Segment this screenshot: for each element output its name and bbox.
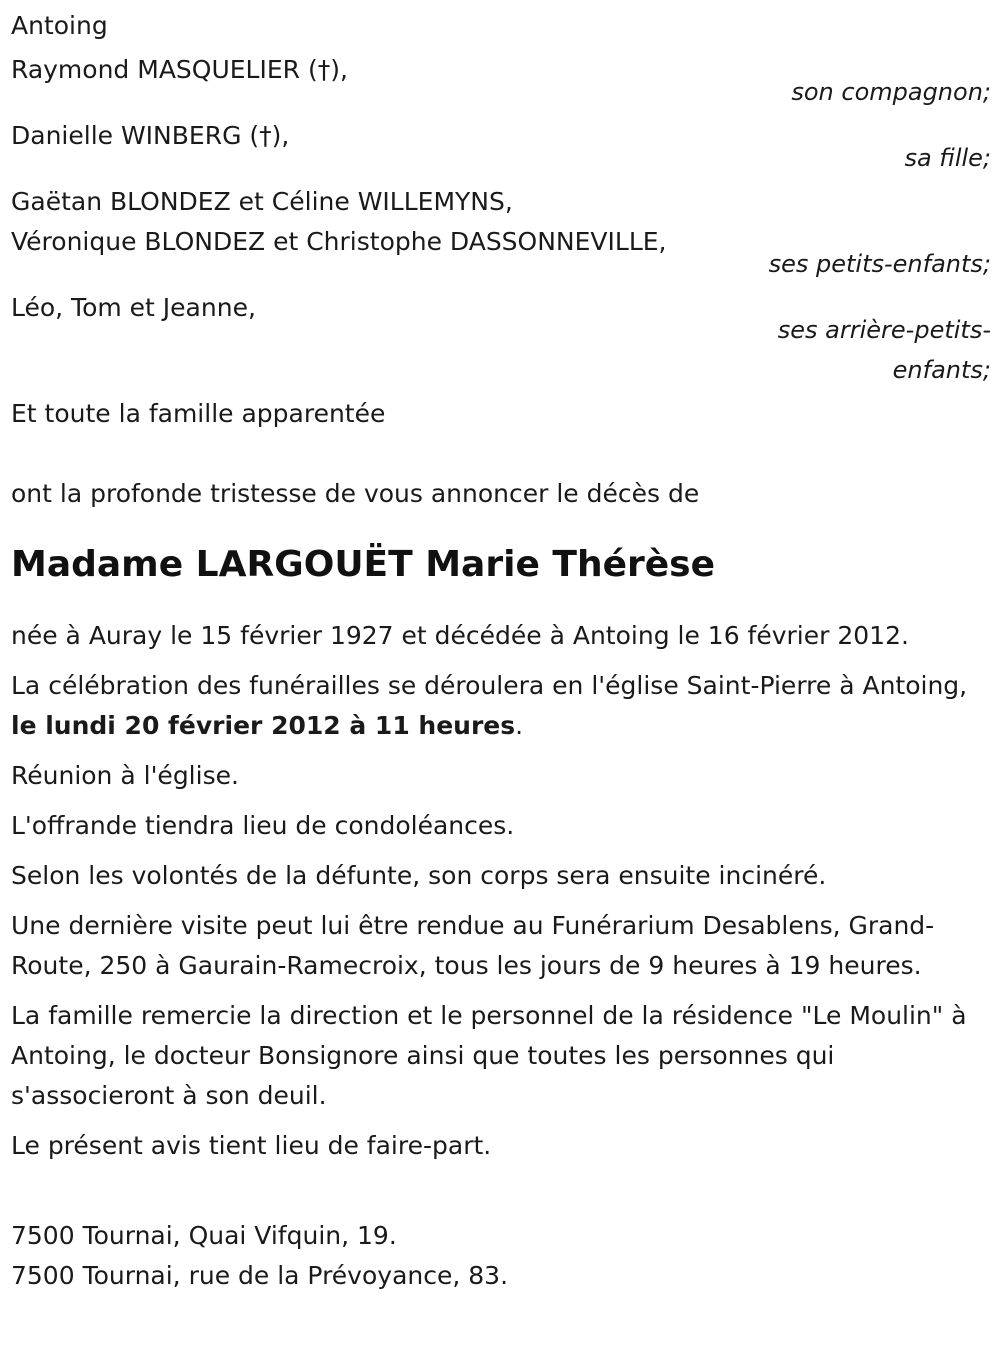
ceremony-text — [11, 666, 986, 746]
ceremony-prefix: La célébration des funérailles se déroulera en l'église Saint-Pierre à Antoing, — [11, 671, 968, 700]
family-member — [11, 50, 991, 112]
family-role: ses arrière-petits-enfants; — [777, 316, 991, 384]
offering-text: L'offrande tiendra lieu de condoléances. — [11, 811, 515, 840]
family-name: Véronique BLONDEZ et Christophe DASSONNEVILLE, — [11, 227, 667, 256]
address-line: 7500 Tournai, Quai Vifquin, 19. — [11, 1221, 397, 1250]
thanks-text: La famille remercie la direction et le personnel de la résidence "Le Moulin" à Antoing, le docteur Bonsignore ainsi que toutes les personnes qui s'associeront à son deuil. — [11, 1001, 967, 1110]
announcement-text: ont la profonde tristesse de vous annoncer le décès de — [11, 479, 700, 508]
family-member — [11, 116, 991, 178]
notice-text: Le présent avis tient lieu de faire-part. — [11, 1131, 492, 1160]
ceremony-date: le lundi 20 février 2012 à 11 heures — [11, 711, 516, 740]
family-name: Léo, Tom et Jeanne, — [11, 293, 256, 322]
family-role: ses petits-enfants; — [768, 250, 991, 278]
family-name: Danielle WINBERG (†), — [11, 121, 290, 150]
address-line: 7500 Tournai, rue de la Prévoyance, 83. — [11, 1261, 509, 1290]
cremation-text: Selon les volontés de la défunte, son corps sera ensuite incinéré. — [11, 861, 827, 890]
family-role: son compagnon; — [791, 78, 991, 106]
visit-text: Une dernière visite peut lui être rendue au Funérarium Desablens, Grand-Route, 250 à Gaurain-Ramecroix, tous les jours de 9 heures à 19 heures. — [11, 911, 935, 980]
family-extra: Et toute la famille apparentée — [11, 399, 386, 428]
family-name: Raymond MASQUELIER (†), — [11, 55, 348, 84]
family-member — [11, 288, 991, 390]
family-role: sa fille; — [904, 144, 991, 172]
city-header: Antoing — [11, 11, 108, 40]
birth-death-text: née à Auray le 15 février 1927 et décédée à Antoing le 16 février 2012. — [11, 621, 909, 650]
meeting-text: Réunion à l'église. — [11, 761, 239, 790]
deceased-name: Madame LARGOUËT Marie Thérèse — [11, 544, 716, 585]
family-name: Gaëtan BLONDEZ et Céline WILLEMYNS, — [11, 187, 513, 216]
obituary-notice — [11, 6, 991, 1296]
family-member — [11, 182, 991, 284]
ceremony-suffix: . — [515, 711, 524, 740]
